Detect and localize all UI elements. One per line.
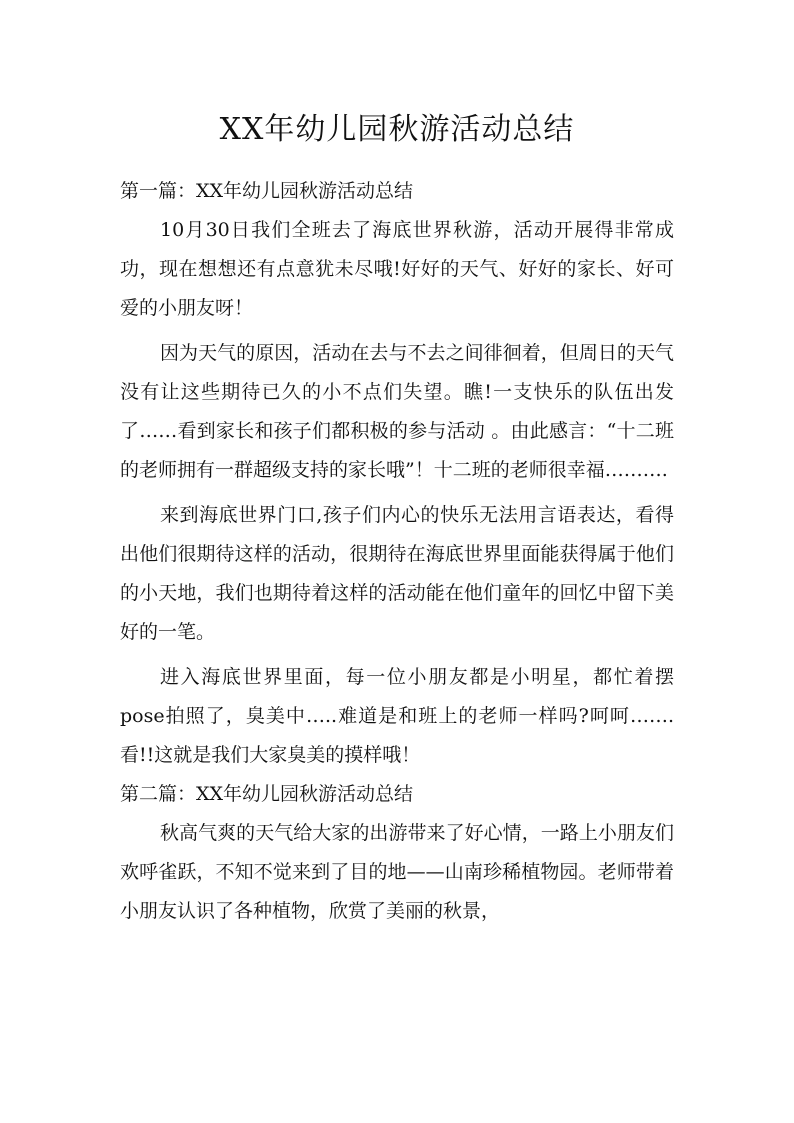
paragraph: 因为天气的原因，活动在去与不去之间徘徊着，但周日的天气没有让这些期待已久的小不点们失望。瞧!一支快乐的队伍出发了……看到家长和孩子们都积极的参与活动 。由此感言：“十二班的老师拥有一群超级支持的家长哦”！十二班的老师很幸福………. (120, 342, 674, 481)
paragraph: 秋高气爽的天气给大家的出游带来了好心情，一路上小朋友们欢呼雀跃，不知不觉来到了目的地——山南珍稀植物园。老师带着小朋友认识了各种植物，欣赏了美丽的秋景， (120, 822, 674, 922)
paragraph: 进入海底世界里面，每一位小朋友都是小明星，都忙着摆pose拍照了，臭美中…..难道是和班上的老师一样吗?呵呵…….看!!这就是我们大家臭美的摸样哦！ (120, 666, 674, 766)
paragraph: 10月30日我们全班去了海底世界秋游，活动开展得非常成功，现在想想还有点意犹未尽哦!好好的天气、好好的家长、好可爱的小朋友呀！ (120, 219, 674, 319)
document-title: XX年幼儿园秋游活动总结 (219, 112, 575, 147)
section-heading-1: 第一篇：XX年幼儿园秋游活动总结 (120, 180, 414, 202)
paragraph: 来到海底世界门口,孩子们内心的快乐无法用言语表达，看得出他们很期待这样的活动，很期待在海底世界里面能获得属于他们的小天地，我们也期待着这样的活动能在他们童年的回忆中留下美好的一笔。 (120, 504, 674, 643)
section-heading-2: 第二篇：XX年幼儿园秋游活动总结 (120, 783, 414, 805)
document-body (120, 172, 674, 931)
